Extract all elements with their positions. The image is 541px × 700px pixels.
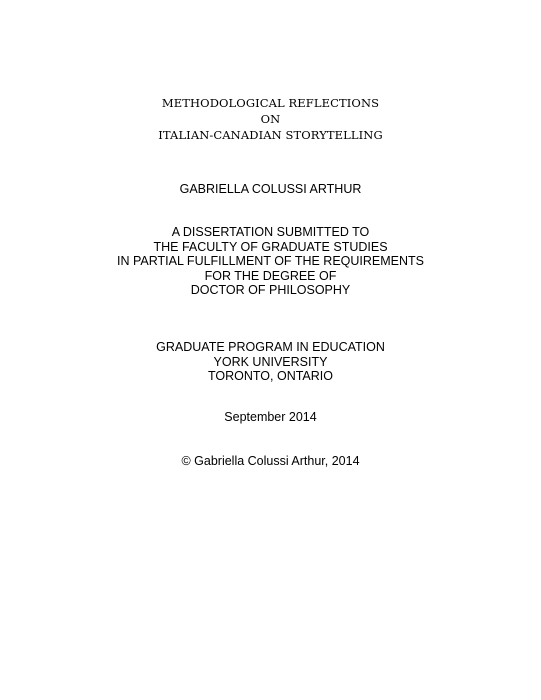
submission-line-3: IN PARTIAL FULFILLMENT OF THE REQUIREMENTS <box>117 254 424 268</box>
copyright-notice <box>0 454 541 469</box>
copyright-line: © Gabriella Colussi Arthur, 2014 <box>181 454 360 468</box>
submission-date <box>0 410 541 425</box>
submission-line-4: FOR THE DEGREE OF <box>204 268 337 283</box>
title-line-1: METHODOLOGICAL REFLECTIONS <box>161 96 380 110</box>
submission-statement <box>0 225 541 298</box>
title-line-3: ITALIAN-CANADIAN STORYTELLING <box>158 128 383 142</box>
program-info <box>0 340 541 384</box>
program-line-1: GRADUATE PROGRAM IN EDUCATION <box>156 340 385 354</box>
program-line-3: TORONTO, ONTARIO <box>207 369 333 383</box>
author-name <box>0 182 541 197</box>
author-line: GABRIELLA COLUSSI ARTHUR <box>179 182 362 196</box>
title-line-2: ON <box>260 112 281 126</box>
submission-line-1: A DISSERTATION SUBMITTED TO <box>171 225 370 239</box>
program-line-2: YORK UNIVERSITY <box>213 354 328 369</box>
dissertation-title <box>0 95 541 143</box>
submission-line-5: DOCTOR OF PHILOSOPHY <box>190 283 351 297</box>
submission-line-2: THE FACULTY OF GRADUATE STUDIES <box>153 239 388 254</box>
date-line: September 2014 <box>224 410 317 424</box>
